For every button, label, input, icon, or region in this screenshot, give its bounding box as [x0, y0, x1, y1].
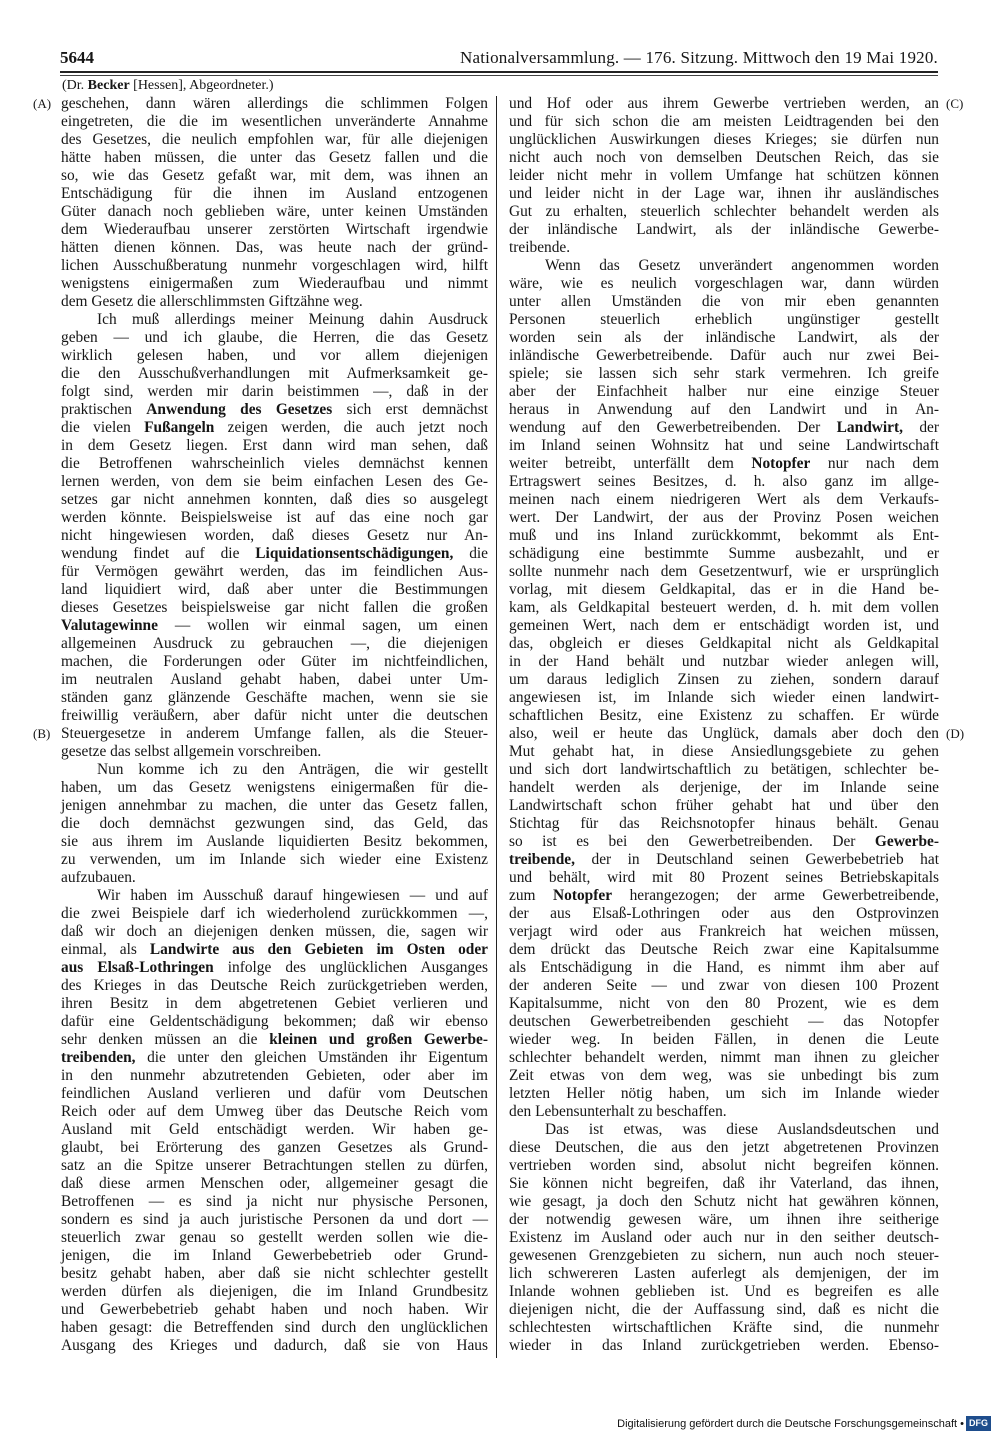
- paragraph: [509, 1121, 939, 1355]
- page-number: 5644: [60, 48, 94, 67]
- emphasis: Landwirte aus den Gebieten im Osten oder: [149, 941, 488, 958]
- text-line: diejenigen nicht, die der Auffassung sind, daß es nicht die: [509, 1301, 939, 1318]
- text-line: jenigen annehmbar zu machen, die unter das Gesetz fallen,: [61, 797, 488, 814]
- text-line: wert. Der Landwirt, der aus der Provinz Posen weichen: [509, 509, 939, 526]
- text-line: diese Deutschen, die aus den jetzt abgetretenen Provinzen: [509, 1139, 939, 1156]
- text-line: die Betroffenen wahrscheinlich vieles demnächst kennen: [61, 455, 488, 472]
- margin-mark-a: (A): [33, 96, 52, 111]
- text-line: wieder in das Inland zurückgetrieben werden. Ebenso-: [509, 1337, 939, 1354]
- emphasis: aus Elsaß-Lothringen: [61, 959, 214, 976]
- text-line: gewesenen Grenzgebieten zu sichern, nun auch noch steuer-: [509, 1247, 939, 1264]
- paragraph: [61, 761, 488, 887]
- text-line: wäre, wie es neulich vorgeschlagen war, dann würden: [509, 275, 939, 292]
- dfg-logo: DFG: [966, 1416, 991, 1431]
- margin-mark-c: (C): [946, 96, 964, 111]
- text-line: die vielen Fußangeln zeigen werden, die auch jetzt noch: [61, 419, 489, 436]
- text-line: dem Wiederaufbau unserer zerstörten Wirtschaft irgendwie: [61, 221, 488, 238]
- text-line: aufzubauen.: [61, 869, 136, 886]
- text-line: sondern es sind ja auch juristische Personen da und dort —: [61, 1211, 488, 1228]
- text-line: Das ist etwas, was diese Auslandsdeutschen und: [545, 1121, 939, 1138]
- text-line: die zwei Beispiele darf ich wiederholend zurückkommen —,: [61, 905, 488, 922]
- text-line: handelt werden als derjenige, der im Inlande seine: [509, 779, 939, 796]
- margin-mark-d: (D): [946, 726, 965, 741]
- text-line: Existenz im Ausland oder auch nur in den seither deutsch-: [509, 1229, 939, 1246]
- text-line: wieder weg. In beiden Fällen, in denen die Leute: [509, 1031, 939, 1048]
- paragraph: [509, 95, 939, 257]
- text-line: steuerlich zwar genau so gestellt werden sollen wie die-: [61, 1229, 488, 1246]
- text-line: hätten dienen können. Das, was heute nach der gründ-: [61, 239, 488, 256]
- text-line: Personen steuerlich erheblich ungünstiger gestellt: [509, 311, 939, 328]
- text-line: gesetze das selbst allgemein vorschreiben.: [61, 743, 322, 760]
- text-line: den Lebensunterhalt zu beschaffen.: [509, 1103, 727, 1120]
- emphasis: Fußangeln: [144, 419, 215, 436]
- text-line: zu verwenden, um im Inlande sich wieder eine Existenz: [61, 851, 488, 868]
- text-line: daß diese armen Menschen oder, allgemeiner gesagt die: [61, 1175, 488, 1192]
- text-line: vertrieben worden sind, absolut nicht begreifen können.: [509, 1157, 939, 1174]
- emphasis: Anwendung des Gesetzes: [146, 401, 333, 418]
- text-line: setzes gar nicht annehmen konnten, daß dies so ausgelegt: [61, 491, 488, 508]
- text-line: in dem Gesetz liegen. Erst dann wird man sehen, daß: [61, 437, 488, 454]
- text-line: wendung findet auf die Liquidationsentschädigungen, die: [61, 545, 488, 562]
- text-line: Ich muß allerdings meiner Meinung dahin Ausdruck: [97, 311, 488, 328]
- text-line: die doch demnächst gezwungen sind, das Geld, das: [61, 815, 488, 832]
- text-line: wendung auf den Gewerbetreibenden. Der Landwirt, der: [509, 419, 939, 436]
- text-line: schädigung eine bestimmte Summe ausbezahlt, und er: [509, 545, 939, 562]
- text-line: der aus Elsaß-Lothringen oder aus den Ostprovinzen: [509, 905, 939, 922]
- text-line: Inlande wohnen geblieben ist. Und es begreifen es alle: [509, 1283, 939, 1300]
- text-line: für Vermögen gewährt werden, das im feindlichen Aus-: [61, 563, 488, 580]
- text-line: aus Elsaß-Lothringen infolge des unglücklichen Ausganges: [61, 959, 488, 976]
- text-line: letzten Heller nötig haben, um sich im Inlande wieder: [509, 1085, 939, 1102]
- text-line: werden dürfen als diejenigen, die im Inland Grundbesitz: [61, 1283, 488, 1300]
- text-line: der inländische Landwirt, als der inländische Gewerbe-: [509, 221, 939, 238]
- text-line: eingetreten, die die im wesentlichen unveränderte Annahme: [61, 113, 488, 130]
- text-line: glaubt, bei Erörterung des ganzen Gesetzes als Grund-: [61, 1139, 488, 1156]
- emphasis: Valutagewinne: [61, 617, 158, 634]
- text-line: nicht auch noch von demselben Deutschen Reich, das sie: [509, 149, 939, 166]
- text-line: daß wir doch an diejenigen denken müssen, die, sagen wir: [61, 923, 488, 940]
- text-line: und für sich schon die am meisten Leidtragenden bei den: [509, 113, 939, 130]
- text-line: treibenden, die unter den gleichen Umständen ihr Eigentum: [61, 1049, 488, 1066]
- text-line: geschehen, dann wären allerdings die schlimmen Folgen: [61, 95, 488, 112]
- text-line: im Inland seinen Wohnsitz hat und seine Landwirtschaft: [509, 437, 939, 454]
- text-line: schlechter behandelt werden, nimmt man ihnen zu gleicher: [509, 1049, 939, 1066]
- text-line: des Gesetzes, die neulich empfohlen war, für alle diejenigen: [61, 131, 488, 148]
- text-line: freiwillig veräußern, aber dafür nicht unter die deutschen: [61, 707, 488, 724]
- text-line: wie gesagt, ja doch den Schutz nicht hat gewähren können,: [509, 1193, 939, 1210]
- text-line: Entschädigung für die ihnen im Ausland entzogenen: [61, 185, 488, 202]
- text-line: deutschen Gewerbetreibenden geschieht — das Notopfer: [509, 1013, 939, 1030]
- text-line: Steuergesetze in anderem Umfange fallen, als die Steuer-: [61, 725, 488, 742]
- text-line: der notwendig gewesen wäre, um ihnen ihre seitherige: [509, 1211, 939, 1228]
- text-line: Kapitalsumme, nicht von den 80 Prozent, wie es dem: [509, 995, 939, 1012]
- text-line: unter allen Umständen die von mir eben genannten: [509, 293, 939, 310]
- text-line: in den nunmehr abzutretenden Gebieten, oder aber im: [61, 1067, 488, 1084]
- text-line: so ist es bei den Gewerbetreibenden. Der Gewerbe-: [509, 833, 939, 850]
- text-line: aber der Einfachheit halber nur eine einzige Steuer: [509, 383, 939, 400]
- text-line: haben, um das Gesetz wenigstens einigermaßen für die-: [61, 779, 488, 796]
- text-line: der anderen Seite — und zwar von diesen 100 Prozent: [509, 977, 939, 994]
- text-line: werden könnte. Beispielsweise ist auf das eine noch gar: [61, 509, 488, 526]
- text-line: allgemeinen Ausdruck zu gebrauchen —, die diejenigen: [61, 635, 488, 652]
- text-line: angewiesen ist, im Inlande sich wieder einen landwirt-: [509, 689, 939, 706]
- text-line: schaftlichen Besitz, eine Existenz zu schaffen. Er würde: [509, 707, 939, 724]
- text-line: gemeinen Wert, nach dem er entschädigt worden ist, und: [509, 617, 939, 634]
- text-line: und Hof oder aus ihrem Gewerbe vertrieben werden, an: [509, 95, 939, 112]
- text-line: im neutralen Ausland gehabt haben, dabei unter Um-: [61, 671, 488, 688]
- text-line: lernen werden, von dem sie beim einfachen Lesen des Ge-: [61, 473, 488, 490]
- text-line: und sich dort landwirtschaftlich zu betätigen, schlechter be-: [509, 761, 939, 778]
- text-line: in der Hand behält und nutzbar wieder anlegen will,: [509, 653, 939, 670]
- text-line: nicht hingewiesen worden, daß dieses Gesetz nur An-: [61, 527, 488, 544]
- paragraph: [61, 887, 488, 1355]
- text-line: haben gesagt: die Betreffenden sind durch den unglücklichen: [61, 1319, 488, 1336]
- text-line: Ausland mit Geld entschädigt werden. Wir haben ge-: [61, 1121, 488, 1138]
- text-line: Landwirtschaft schon früher gehabt hat und über den: [509, 797, 939, 814]
- text-line: jenigen, die im Inland Gewerbebetrieb oder Grund-: [61, 1247, 488, 1264]
- text-line: sie aus ihrem im Auslande liquidierten Besitz bekommen,: [61, 833, 488, 850]
- speaker-suffix: [Hessen], Abgeordneter.): [129, 78, 274, 93]
- text-line: machen, die Forderungen oder Güter im nichtfeindlichen,: [61, 653, 488, 670]
- left-column: [61, 95, 488, 1355]
- text-line: um daraus lediglich Zinsen zu ziehen, sondern darauf: [509, 671, 939, 688]
- text-line: lichen Ausschußberatung nunmehr vorgeschlagen wird, hilft: [61, 257, 488, 274]
- text-line: unglücklichen Auswirkungen dieses Krieges; sie dürfen nun: [509, 131, 939, 148]
- text-line: Gut zu erhalten, steuerlich schlechter behandelt werden als: [509, 203, 939, 220]
- text-line: heraus in Anwendung auf den Landwirt und in An-: [509, 401, 939, 418]
- text-line: geben — und ich glaube, die Herren, die das Gesetz: [61, 329, 488, 346]
- running-title: Nationalversammlung. — 176. Sitzung. Mittwoch den 19 Mai 1920.: [460, 48, 938, 67]
- text-line: treibende.: [509, 239, 571, 256]
- text-line: Mut gehabt hat, in diese Ansiedlungsgebiete zu gehen: [509, 743, 939, 760]
- text-line: und behält, wird mit 80 Prozent seines Betriebskapitals: [509, 869, 939, 886]
- text-line: ständen ganz glänzende Geschäfte machen, wenn sie sie: [61, 689, 488, 706]
- text-line: muß und ins Inland zurückkommt, bekommt als Ent-: [509, 527, 939, 544]
- margin-mark-b: (B): [33, 726, 51, 741]
- text-line: besitz gehabt haben, aber daß sie nicht schlechter gestellt: [61, 1265, 488, 1282]
- digitization-credit: Digitalisierung gefördert durch die Deutsche Forschungsgemeinschaft •: [617, 1418, 964, 1430]
- emphasis: treibende,: [509, 851, 575, 868]
- text-line: als Entschädigung in die Hand, es nimmt ihm aber auf: [509, 959, 939, 976]
- text-line: die den Ausschußverhandlungen mit Aufmerksamkeit ge-: [61, 365, 488, 382]
- text-line: Betroffenen — es sind ja nicht nur physische Personen,: [61, 1193, 488, 1210]
- text-line: so, wie das Gesetz gefaßt war, mit dem, was ihnen an: [61, 167, 488, 184]
- column-divider: [496, 96, 497, 1358]
- text-line: kam, als Geldkapital besteuert werden, d. h. mit dem vollen: [509, 599, 939, 616]
- text-line: Sie können nicht begreifen, daß ihr Vaterland, das ihnen,: [509, 1175, 939, 1192]
- text-line: weiter betreibt, unterfällt dem Notopfer nur nach dem: [509, 455, 940, 472]
- paragraph: [509, 257, 939, 1121]
- text-line: Valutagewinne — wollen wir einmal sagen, um einen: [61, 617, 488, 634]
- text-line: zum Notopfer herangezogen; der arme Gewerbetreibende,: [509, 887, 939, 904]
- header-rule: [60, 71, 938, 73]
- right-column: [509, 95, 939, 1355]
- text-line: praktischen Anwendung des Gesetzes sich erst demnächst: [61, 401, 489, 418]
- text-line: dafür eine Geldentschädigung bekommen; daß wir ebenso: [61, 1013, 488, 1030]
- text-line: Stichtag für das Reichsnotopfer hinaus behält. Genau: [509, 815, 939, 832]
- text-line: verjagt wird oder aus Frankreich hat weichen müssen,: [509, 923, 939, 940]
- emphasis: Landwirt,: [836, 419, 903, 436]
- text-line: und Gewerbebetrieb gehabt haben und noch haben. Wir: [61, 1301, 488, 1318]
- text-line: das, obgleich er dieses Geldkapital nicht als Geldkapital: [509, 635, 939, 652]
- text-line: also, weil er heute das Unglück, damals aber doch den: [509, 725, 939, 742]
- text-line: wirklich gelesen haben, und vor allem diejenigen: [61, 347, 488, 364]
- text-line: dem drückt das Deutsche Reich zwar eine Kapitalsumme: [509, 941, 939, 958]
- text-line: Zeit etwas von dem weg, was sie unbedingt bis zum: [509, 1067, 939, 1084]
- emphasis: Notopfer: [751, 455, 811, 472]
- text-line: Ertragswert seines Besitzes, d. h. also ganz im allge-: [509, 473, 939, 490]
- text-line: leider nicht mehr in vollem Umfange hat schützen können: [509, 167, 939, 184]
- text-line: einmal, als Landwirte aus den Gebieten im Osten oder: [61, 941, 488, 958]
- header-rule-thin: [60, 75, 938, 76]
- text-line: vorlag, mit diesem Geldkapital, das er in die Hand be-: [509, 581, 939, 598]
- text-line: Wenn das Gesetz unverändert angenommen worden: [545, 257, 939, 274]
- text-line: worden sein als der inländische Landwirt, als der: [509, 329, 939, 346]
- text-line: sollte nunmehr nach dem Gesetzentwurf, wie er ursprünglich: [509, 563, 939, 580]
- emphasis: Notopfer: [553, 887, 613, 904]
- speaker-line: [62, 77, 274, 95]
- text-line: satz an die Spitze unserer Betrachtungen stellen zu dürfen,: [61, 1157, 488, 1174]
- text-line: Nun komme ich zu den Anträgen, die wir gestellt: [97, 761, 488, 778]
- text-line: des Krieges in das Deutsche Reich zurückgetrieben werden,: [61, 977, 488, 994]
- text-line: dieses Gesetzes beispielsweise gar nicht fallen die großen: [61, 599, 488, 616]
- text-line: Wir haben im Ausschuß darauf hingewiesen — und auf: [97, 887, 488, 904]
- paragraph: [61, 311, 488, 761]
- text-line: ihren Besitz in dem abgetretenen Gebiet verlieren und: [61, 995, 488, 1012]
- text-line: inländische Gewerbetreibende. Dafür auch nur zwei Bei-: [509, 347, 939, 364]
- emphasis: Gewerbe-: [874, 833, 939, 850]
- text-line: meinen nach einem niedrigeren Wert als dem Verkaufs-: [509, 491, 939, 508]
- text-line: und leider nicht in der Lage war, ihnen ihr ausländisches: [509, 185, 939, 202]
- text-line: Güter danach noch geblieben wäre, unter keinen Umständen: [61, 203, 488, 220]
- text-line: treibende, der in Deutschland seinen Gewerbebetrieb hat: [509, 851, 939, 868]
- text-line: hätte haben müssen, die unter das Gesetz fallen und die: [61, 149, 488, 166]
- page-header: [60, 48, 938, 70]
- text-line: land liquidiert wird, daß aber unter die Bestimmungen: [61, 581, 488, 598]
- text-line: spiele; sie lassen sich sehr stark vermehren. Ich greife: [509, 365, 939, 382]
- text-line: folgt sind, werden mir darin beistimmen —, daß in der: [61, 383, 488, 400]
- emphasis: kleinen und großen Gewerbe-: [269, 1031, 489, 1048]
- emphasis: treibenden,: [61, 1049, 136, 1066]
- text-line: lich schwereren Lasten auferlegt als demjenigen, der im: [509, 1265, 939, 1282]
- text-line: Reich oder auf dem Umweg über das Deutsche Reich vom: [61, 1103, 488, 1120]
- emphasis: Liquidationsentschädigungen,: [255, 545, 454, 562]
- speaker-name: Becker: [87, 78, 130, 93]
- paragraph: [61, 95, 488, 311]
- text-line: sehr denken müssen an die kleinen und großen Gewerbe-: [61, 1031, 489, 1048]
- speaker-prefix: (Dr.: [62, 78, 88, 93]
- text-line: dem Gesetz die allerschlimmsten Giftzähne weg.: [61, 293, 363, 310]
- text-line: feindlichen Ausland verlieren und dafür vom Deutschen: [61, 1085, 488, 1102]
- text-line: wenigstens einigermaßen zum Wiederaufbau und nimmt: [61, 275, 488, 292]
- text-line: schlechtesten wirtschaftlichen Kräfte sind, die nunmehr: [509, 1319, 939, 1336]
- text-line: Ausgang des Krieges und dadurch, daß sie von Haus: [61, 1337, 488, 1354]
